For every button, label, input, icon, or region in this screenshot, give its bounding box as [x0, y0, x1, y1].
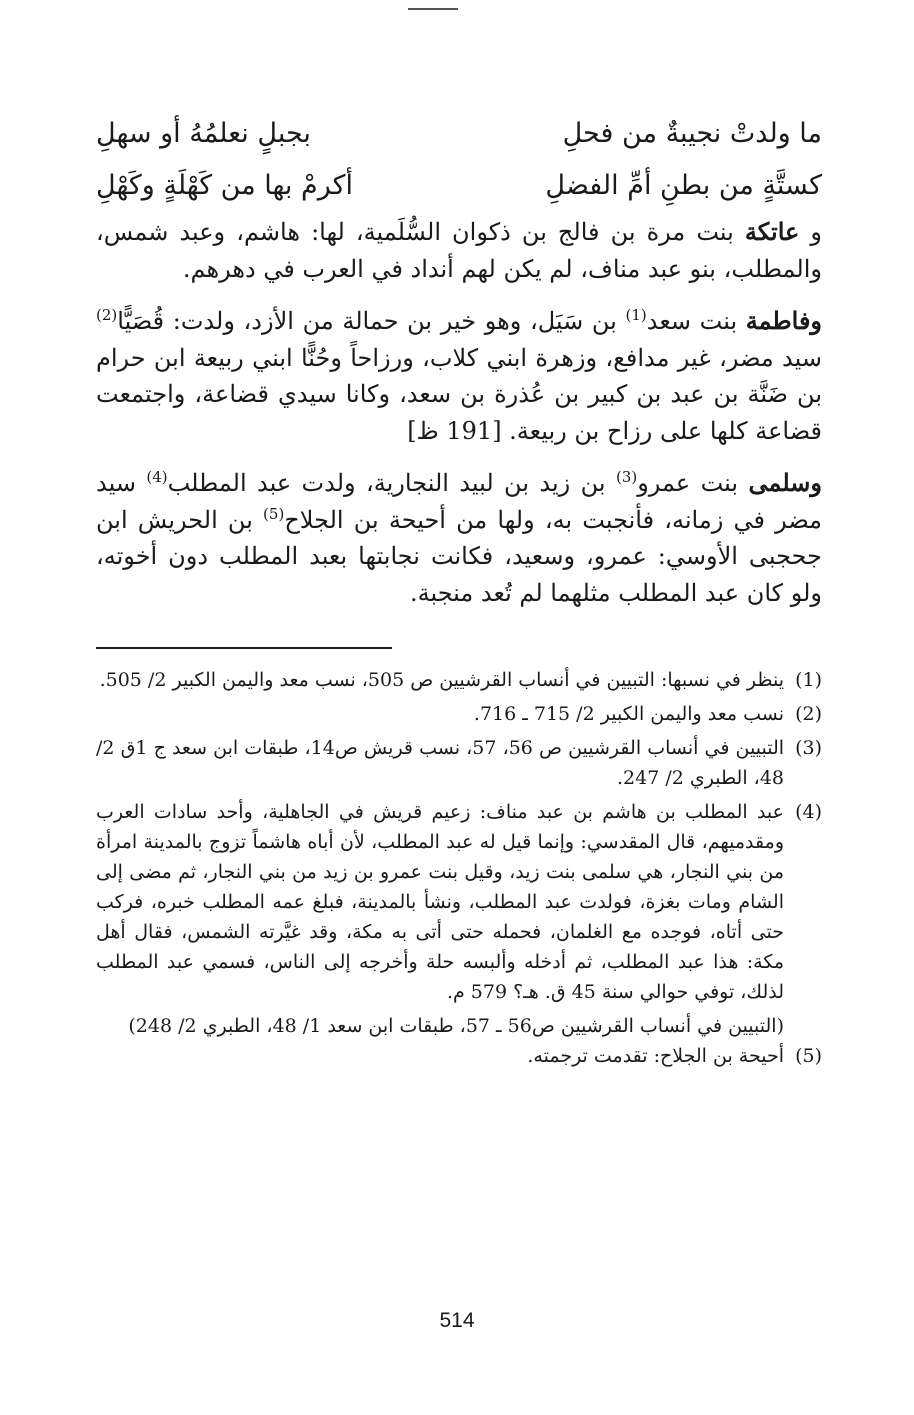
- footnote: [96, 797, 822, 1007]
- footnote-text: أحيحة بن الجلاح: تقدمت ترجمته.: [527, 1045, 784, 1067]
- verse-first-hemistich: كستَّةٍ من بطنِ أمِّ الفضلِ: [545, 170, 822, 201]
- verse-second-hemistich: أكرمْ بها من كَهْلَةٍ وكَهْلِ: [96, 170, 354, 201]
- footnote-sources: (التبيين في أنساب القرشيين ص56 ـ 57، طبقات ابن سعد 1/ 48، الطبري 2/ 248): [128, 1015, 784, 1037]
- paragraph-text: بنت سعد: [646, 307, 746, 335]
- footnote-reference[interactable]: (3): [615, 468, 638, 486]
- footnote-number: (5): [795, 1045, 822, 1067]
- paragraph-fatima: [96, 303, 822, 449]
- person-name: وسلمى: [748, 468, 822, 497]
- paragraph-atika: [96, 214, 822, 287]
- footnote-number: (2): [795, 703, 822, 725]
- paragraph-text: بن زيد بن لبيد النجارية، ولدت عبد المطلب: [167, 469, 616, 497]
- footnote: [96, 733, 822, 793]
- footnote-reference[interactable]: (4): [146, 468, 168, 486]
- footnotes: [96, 665, 822, 1071]
- verse-first-hemistich: ما ولدتْ نجيبةٌ من فحلِ: [562, 118, 822, 149]
- person-name: وفاطمة: [745, 306, 823, 335]
- footnote: [96, 665, 822, 695]
- footnote-text: عبد المطلب بن هاشم بن عبد مناف: زعيم قريش في الجاهلية، وأحد سادات العرب ومقدميهم، قال المقدسي: وإنما قيل له عبد المطلب، لأن أباه هاشماً تزوج بالمدينة امرأة من بني النجار، هي سلمى بنت زيد، وقيل بنت عمرو بن زيد من بني النجار، ثم مضى إلى الشام ومات بغزة، فولدت عبد المطلب، ونشأ بالمدينة، فبلغ عمه المطلب خبره، فركب حتى أتاه، فوجده مع الغلمان، فحمله حتى أتى به مكة، وقد غيَّرته الشمس، فقال أهل مكة: هذا عبد المطلب، ثم أدخله وألبسه حلة وأخرجه إلى الناس، فسمي عبد المطلب لذلك، توفي حوالي سنة 45 ق. هـ؟ 579 م.: [96, 801, 784, 1003]
- paragraph-text: بنت عمرو: [637, 469, 749, 497]
- footnote-number: (4): [795, 801, 822, 823]
- footnote-text: نسب معد واليمن الكبير 2/ 715 ـ 716.: [473, 703, 784, 725]
- footnote-separator: [96, 647, 392, 649]
- footnote-reference[interactable]: (5): [263, 504, 285, 523]
- footnote-text: ينظر في نسبها: التبيين في أنساب القرشيين ص 505، نسب معد واليمن الكبير 2/ 505.: [99, 669, 784, 691]
- paragraph-text: سيد مضر في زمانه، فأنجبت به، ولها من أحيحة بن الجلاح: [96, 469, 822, 534]
- footnote-reference[interactable]: (2): [96, 306, 118, 324]
- footnote: [96, 699, 822, 729]
- verse-second-hemistich: بجبلٍ نعلمُهُ أو سهلِ: [96, 118, 311, 149]
- paragraph-lead: و: [799, 218, 822, 246]
- verse-line: [96, 108, 822, 160]
- paragraph-text: بن سَيَل، وهو خير بن حمالة من الأزد، ولدت: قُصَيًّا: [117, 307, 626, 335]
- paragraph-text: بن الحريش ابن جحجبى الأوسي: عمرو، وسعيد، فكانت نجابتها بعبد المطلب دون أخوته، ولو كان عبد المطلب مثلهما لم تُعد منجبة.: [96, 505, 822, 607]
- top-rule: [408, 8, 458, 10]
- page-body: [96, 108, 822, 1075]
- paragraph-salma: [96, 465, 822, 611]
- verse-line: [96, 160, 822, 212]
- page-number: 514: [439, 1309, 475, 1332]
- footnote-number: (1): [795, 669, 822, 691]
- footnote-reference[interactable]: (1): [625, 306, 647, 324]
- poem-verses: [96, 108, 822, 212]
- footnote: [96, 1041, 822, 1071]
- paragraph-text: سيد مضر، غير مدافع، وزهرة ابني كلاب، ورزاحاً وحُنًّا ابني ربيعة ابن حرام بن ضَنَّة بن عبد بن كبير بن عُذرة بن سعد، وكانا سيدي قضاعة، واجتمعت قضاعة كلها على رزاح بن ربيعة. [191 ظ]: [96, 343, 822, 445]
- footnote-text: التبيين في أنساب القرشيين ص 56، 57، نسب قريش ص14، طبقات ابن سعد ج 1ق 2/ 48، الطبري 2/ 247.: [96, 737, 785, 789]
- paragraph-text: بنت مرة بن فالج بن ذكوان السُّلَمية، لها: هاشم، وعبد شمس، والمطلب، بنو عبد مناف، لم يكن لهم أنداد في العرب في دهرهم.: [96, 218, 822, 283]
- person-name: عاتكة: [744, 217, 800, 246]
- footnote-number: (3): [795, 737, 822, 759]
